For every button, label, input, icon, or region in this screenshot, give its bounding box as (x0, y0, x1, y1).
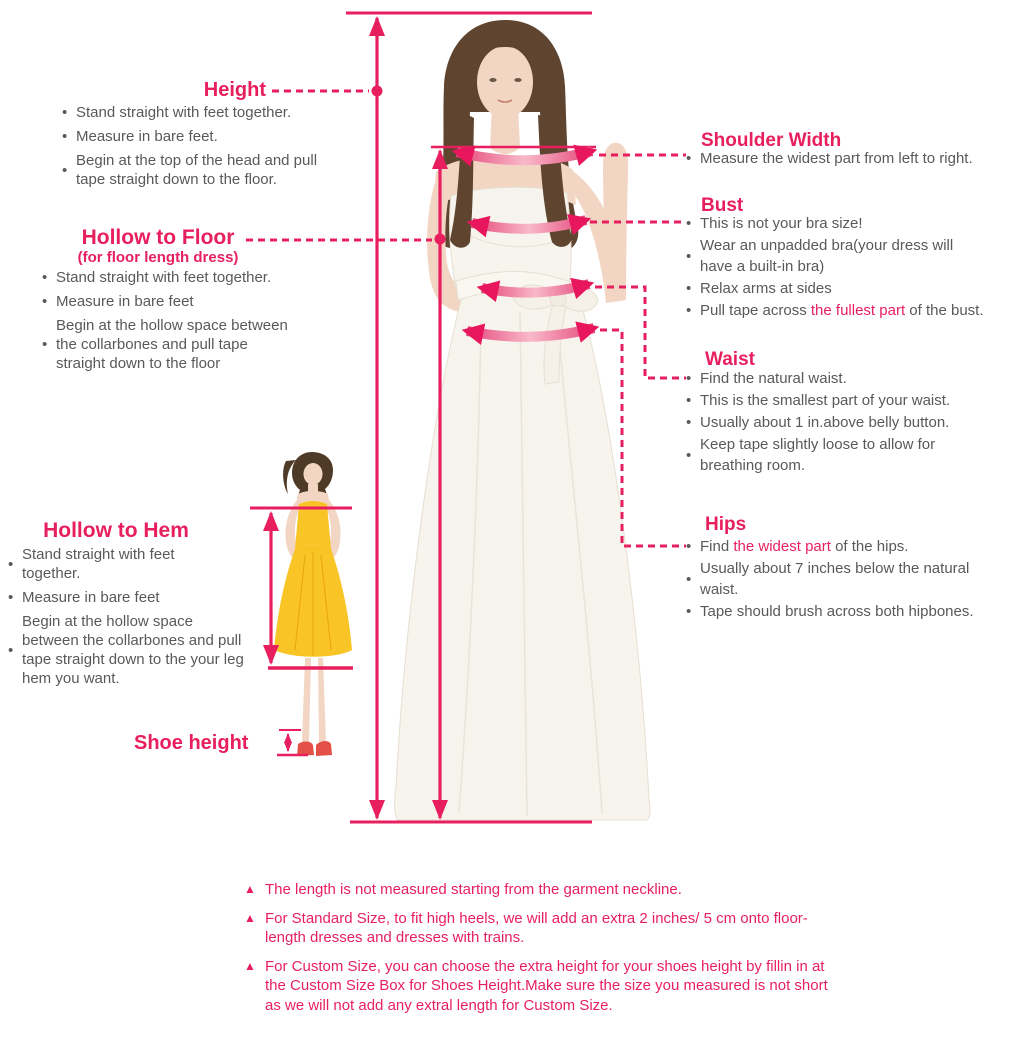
list-item: • Begin at the hollow space between the collarbones and pull tape straight down to the floor (42, 316, 312, 373)
list-item: • Usually about 7 inches below the natural waist. (686, 558, 1015, 600)
shoulder-ribbon-arrow (457, 151, 592, 160)
list-item: • Find the natural waist. (686, 368, 1015, 389)
tall-model-illustration (395, 20, 650, 820)
list-item: • This is the smallest part of your waist. (686, 390, 1015, 411)
notes-section (244, 880, 844, 1024)
bust-title: Bust (701, 195, 744, 216)
warning-triangle-icon: ▲ (244, 882, 256, 896)
highlight-text: the fullest part (810, 302, 906, 319)
list-item: • Tape should brush across both hipbones. (686, 601, 1015, 622)
warning-triangle-icon: ▲ (244, 958, 256, 973)
list-item: • Measure in bare feet (8, 588, 278, 607)
petite-right-leg (318, 658, 326, 743)
petite-right-shoe (316, 741, 332, 756)
hollow-to-floor-subtitle: (for floor length dress) (77, 249, 239, 266)
list-item: • Stand straight with feet together. (8, 545, 278, 583)
note-item: ▲ For Custom Size, you can choose the extra height for your shoes height by fillin in at the Custom Size Box for Shoes Height.Make sure the size you measured is not short as we will not add any extral length for Custom Size. (244, 957, 828, 1014)
list-item: • Pull tape across the fullest part of the bust. (686, 300, 1015, 321)
model-eye-left (489, 78, 496, 82)
height-title: Height (203, 79, 266, 101)
petite-left-leg (302, 658, 311, 743)
petite-face (304, 463, 323, 485)
list-item: • Find the widest part of the hips. (686, 536, 1015, 557)
hollow-anchor-dot (435, 234, 446, 245)
list-item: • Stand straight with feet together. (42, 268, 312, 287)
hollow-to-hem-title: Hollow to Hem (43, 519, 189, 542)
waist-title: Waist (705, 349, 755, 370)
hollow-to-floor-bullet-list (42, 268, 312, 378)
list-item: • Relax arms at sides (686, 278, 1015, 299)
shoe-height-title: Shoe height (134, 732, 249, 754)
list-item: • Usually about 1 in.above belly button. (686, 412, 1015, 433)
petite-model-illustration (274, 452, 352, 756)
height-anchor-dot (372, 86, 383, 97)
hips-bullet-list (686, 536, 1015, 623)
bust-bullet-list (686, 213, 1015, 322)
list-item: • Measure in bare feet. (62, 127, 332, 146)
height-bullet-list (62, 103, 332, 194)
model-face (477, 46, 533, 118)
list-item: • Keep tape slightly loose to allow for breathing room. (686, 434, 1015, 476)
shoulder-width-bullet-list (686, 148, 1011, 170)
list-item: • Stand straight with feet together. (62, 103, 332, 122)
list-item: • This is not your bra size! (686, 213, 1015, 234)
list-item: • Begin at the top of the head and pull tape straight down to the floor. (62, 151, 332, 189)
note-item: ▲ The length is not measured starting from the garment neckline. (244, 881, 682, 898)
hips-title: Hips (705, 514, 747, 535)
list-item: • Measure the widest part from left to right. (686, 148, 1011, 169)
list-item: • Measure in bare feet (42, 292, 312, 311)
model-eye-right (514, 78, 521, 82)
waist-bullet-list (686, 368, 1015, 477)
highlight-text: the widest part (733, 538, 831, 555)
warning-triangle-icon: ▲ (244, 910, 256, 925)
list-item: • Begin at the hollow space between the collarbones and pull tape straight down to the your leg hem you want. (8, 612, 278, 688)
hollow-to-hem-bullet-list (8, 545, 278, 693)
note-item: ▲ For Standard Size, to fit high heels, we will add an extra 2 inches/ 5 cm onto floor-length dresses and dresses with trains. (244, 909, 808, 946)
list-item: • Wear an unpadded bra(your dress will have a built-in bra) (686, 235, 1015, 277)
hollow-to-floor-title: Hollow to Floor (81, 226, 235, 249)
shoulder-width-title: Shoulder Width (701, 130, 842, 151)
